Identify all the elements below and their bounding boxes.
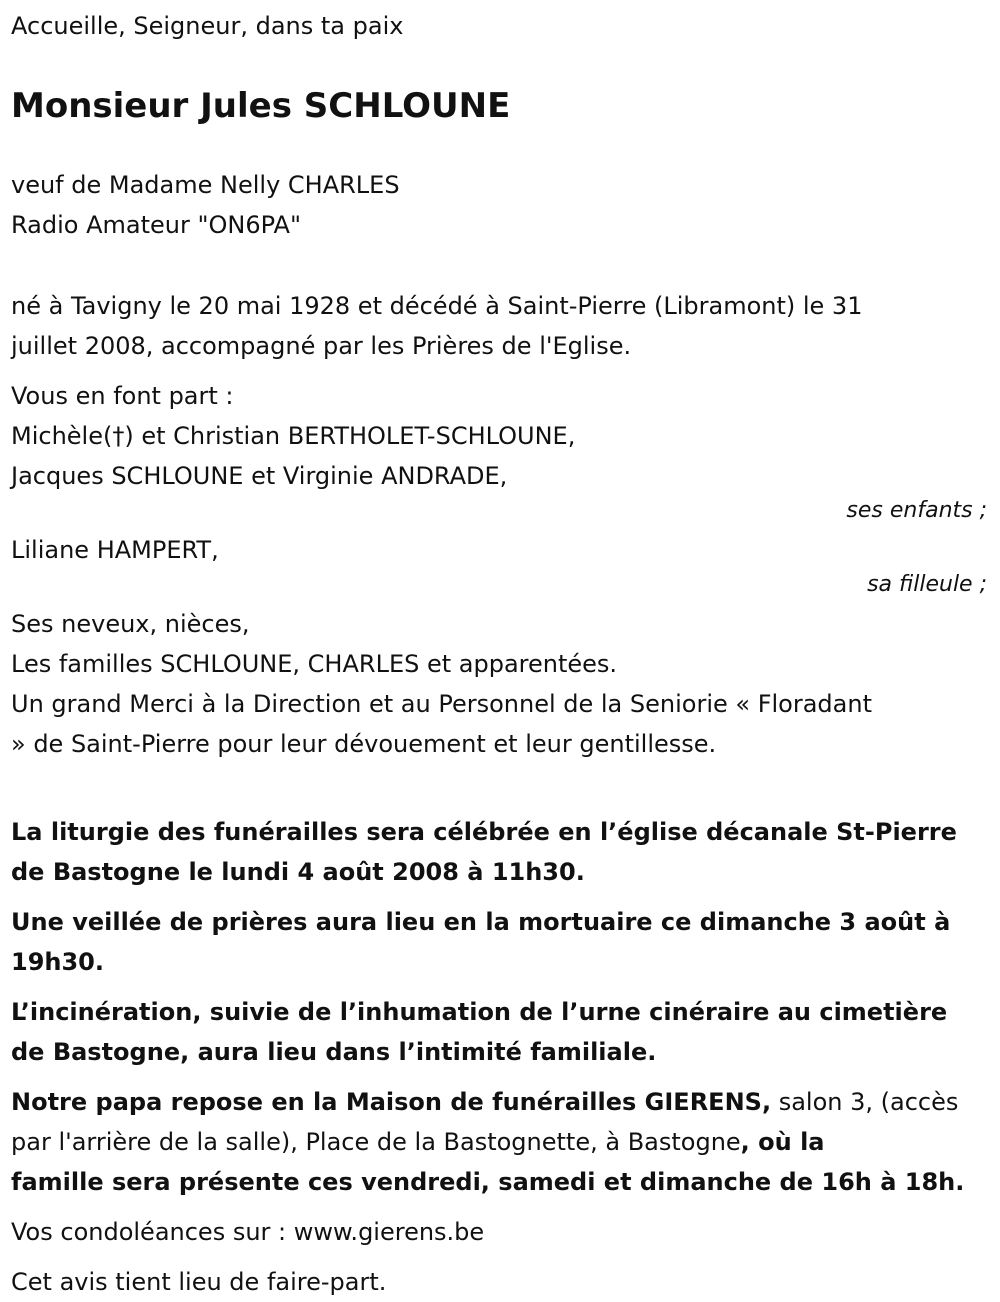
- funeral-home-line-1: [11, 1082, 991, 1122]
- greeting-line: Accueille, Seigneur, dans ta paix: [11, 12, 404, 40]
- cremation-line-2: de Bastogne, aura lieu dans l’intimité familiale.: [11, 1038, 657, 1066]
- vigil-line-1: Une veillée de prières aura lieu en la mortuaire ce dimanche 3 août à: [11, 908, 951, 936]
- funeral-home-normal-1: salon 3, (accès: [771, 1088, 959, 1116]
- announcement-intro: Vous en font part :: [11, 382, 234, 410]
- thanks-line-1: Un grand Merci à la Direction et au Personnel de la Seniorie « Floradant: [11, 690, 872, 718]
- child-line-2: Jacques SCHLOUNE et Virginie ANDRADE,: [11, 462, 508, 490]
- children-role: ses enfants ;: [846, 498, 987, 523]
- birth-death-line-1: né à Tavigny le 20 mai 1928 et décédé à Saint-Pierre (Libramont) le 31: [11, 292, 863, 320]
- funeral-home-bold-1: Notre papa repose en la Maison de funérailles GIERENS,: [11, 1088, 772, 1116]
- thanks-line-2: » de Saint-Pierre pour leur dévouement et leur gentillesse.: [11, 730, 717, 758]
- liturgy-line-2: de Bastogne le lundi 4 août 2008 à 11h30.: [11, 858, 585, 886]
- goddaughter-line: Liliane HAMPERT,: [11, 536, 219, 564]
- liturgy-line-1: La liturgie des funérailles sera célébrée en l’église décanale St-Pierre: [11, 818, 957, 846]
- funeral-home-bold-2: , où la: [740, 1128, 825, 1156]
- ceremony-block: [11, 812, 991, 1072]
- condolences-line: Vos condoléances sur : www.gierens.be: [11, 1218, 485, 1246]
- widower-line: veuf de Madame Nelly CHARLES: [11, 171, 400, 199]
- obituary-notice: [11, 6, 991, 1302]
- radio-amateur-line: Radio Amateur "ON6PA": [11, 211, 302, 239]
- identity-block: [11, 165, 991, 245]
- cremation-line-1: L’incinération, suivie de l’inhumation de l’urne cinéraire au cimetière: [11, 998, 948, 1026]
- relatives-line-1: Ses neveux, nièces,: [11, 610, 250, 638]
- birth-death-line-2: juillet 2008, accompagné par les Prières de l'Eglise.: [11, 332, 632, 360]
- goddaughter-role: sa filleule ;: [867, 572, 987, 597]
- closing-line: Cet avis tient lieu de faire-part.: [11, 1268, 387, 1296]
- child-line-1: Michèle(†) et Christian BERTHOLET-SCHLOUNE,: [11, 422, 576, 450]
- deceased-name: Monsieur Jules SCHLOUNE: [11, 86, 511, 126]
- funeral-home-line-2: [11, 1122, 991, 1162]
- relatives-line-2: Les familles SCHLOUNE, CHARLES et apparentées.: [11, 650, 618, 678]
- announcement-block: [11, 376, 991, 764]
- funeral-home-block: [11, 1082, 991, 1202]
- funeral-home-line-3: famille sera présente ces vendredi, samedi et dimanche de 16h à 18h.: [11, 1168, 965, 1196]
- vigil-line-2: 19h30.: [11, 948, 104, 976]
- funeral-home-normal-2: par l'arrière de la salle), Place de la Bastognette, à Bastogne: [11, 1128, 741, 1156]
- birth-death-block: [11, 286, 991, 366]
